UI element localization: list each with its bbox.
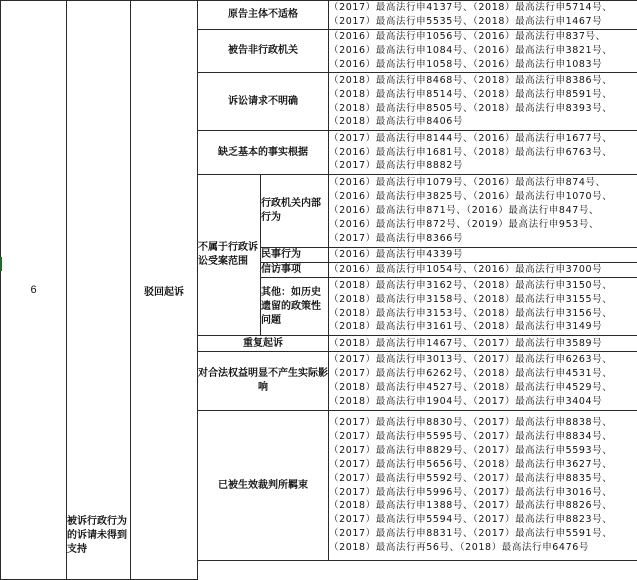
case-line: （2017）最高法行申8144号、（2016）最高法行申1677号、 bbox=[329, 132, 613, 144]
case-line: （2018）最高法行再56号、（2018）最高法行申6476号 bbox=[329, 542, 589, 554]
case-line: （2017）最高法行申8831号、（2017）最高法行申5591号、 bbox=[329, 528, 613, 540]
case-line: （2016）最高法行申1079号、（2016）最高法行申874号、 bbox=[329, 177, 606, 189]
case-line: （2017）最高法行申5535号、（2018）最高法行申1467号 bbox=[329, 16, 603, 27]
row-number-cell: 6 bbox=[1, 1, 67, 580]
case-list-cell bbox=[329, 248, 637, 263]
case-line: （2018）最高法行申8505号、（2018）最高法行申8393号、 bbox=[329, 102, 613, 114]
case-line: （2017）最高法行申8366号 bbox=[329, 232, 463, 244]
reason-cell: 被告非行政机关 bbox=[198, 30, 329, 73]
case-line: （2016）最高法行申1054号、（2016）最高法行申3700号 bbox=[329, 264, 603, 276]
case-line: （2017）最高法行申4137号、（2018）最高法行申5714号、 bbox=[329, 2, 613, 14]
sub-reason-cell: 其他：如历史遗留的政策性问题 bbox=[261, 278, 329, 336]
case-line: （2017）最高法行申8882号 bbox=[329, 160, 463, 172]
table-row bbox=[1, 1, 637, 30]
case-line: （2018）最高法行申3158号、（2018）最高法行申3155号、 bbox=[329, 293, 613, 305]
case-line: （2016）最高法行申1084号、（2016）最高法行申3821号、 bbox=[329, 45, 613, 57]
case-line: （2017）最高法行申8829号、（2017）最高法行申5593号、 bbox=[329, 444, 613, 456]
case-line: （2018）最高法行申1904号、（2017）最高法行申3404号 bbox=[329, 395, 603, 407]
result-cell: 驳回起诉 bbox=[131, 1, 198, 580]
case-list-cell bbox=[329, 352, 637, 411]
case-list-cell bbox=[329, 1, 637, 30]
reason-cell: 诉讼请求不明确 bbox=[198, 73, 329, 131]
sub-reason-cell: 行政机关内部行为 bbox=[261, 175, 329, 248]
reason-cell: 缺乏基本的事实根据 bbox=[198, 131, 329, 175]
case-line: （2017）最高法行申5996号、（2017）最高法行申3016号、 bbox=[329, 486, 613, 498]
case-line: （2016）最高法行申871号、（2016）最高法行申847号、 bbox=[329, 205, 600, 217]
case-line: （2016）最高法行申872号、（2019）最高法行申953号、 bbox=[329, 218, 600, 230]
case-line: （2017）最高法行申5594号、（2017）最高法行申8823号、 bbox=[329, 514, 613, 526]
case-line: （2018）最高法行申3162号、（2018）最高法行申3150号、 bbox=[329, 279, 613, 291]
case-line: （2017）最高法行申3013号、（2017）最高法行申6263号、 bbox=[329, 354, 613, 366]
case-list-cell bbox=[329, 411, 637, 561]
case-line: （2018）最高法行申8468号、（2018）最高法行申8386号、 bbox=[329, 74, 613, 86]
case-list-cell bbox=[329, 30, 637, 73]
case-line: （2018）最高法行申8514号、（2018）最高法行申8591号、 bbox=[329, 88, 613, 100]
reason-cell: 重复起诉 bbox=[198, 336, 329, 352]
case-list-cell bbox=[329, 336, 637, 352]
case-line: （2017）最高法行申6262号、（2018）最高法行申4531号、 bbox=[329, 368, 613, 380]
case-line: （2018）最高法行申4527号、（2018）最高法行申4529号、 bbox=[329, 382, 613, 393]
reason-cell: 已被生效裁判所羁束 bbox=[198, 411, 329, 561]
scope-group-cell: 不属于行政诉讼受案范围 bbox=[198, 175, 261, 336]
case-list-cell bbox=[329, 175, 637, 248]
case-type-cell: 被诉行政行为的诉请未得到支持 bbox=[67, 1, 131, 580]
case-list-cell bbox=[329, 278, 637, 336]
case-line: （2018）最高法行申1467号、（2017）最高法行申3589号 bbox=[329, 337, 603, 349]
case-line: （2018）最高法行申1388号、（2017）最高法行申8826号、 bbox=[329, 500, 613, 512]
case-line: （2017）最高法行申5595号、（2017）最高法行申8834号、 bbox=[329, 430, 613, 442]
case-line: （2018）最高法行申3161号、（2018）最高法行申3149号 bbox=[329, 321, 603, 333]
sub-reason-cell: 民事行为 bbox=[261, 248, 329, 263]
case-list-cell bbox=[329, 131, 637, 175]
reason-cell: 对合法权益明显不产生实际影响 bbox=[198, 352, 329, 411]
case-list-cell bbox=[329, 73, 637, 131]
case-line: （2016）最高法行申3825号、（2016）最高法行申1070号、 bbox=[329, 191, 613, 203]
sub-reason-cell: 信访事项 bbox=[261, 263, 329, 278]
case-line: （2018）最高法行申3153号、（2018）最高法行申3156号、 bbox=[329, 307, 613, 319]
case-line: （2016）最高法行申4339号 bbox=[329, 249, 463, 261]
case-line: （2017）最高法行申8830号、（2017）最高法行申8838号、 bbox=[329, 416, 613, 428]
case-line: （2016）最高法行申1056号、（2016）最高法行申837号、 bbox=[329, 31, 606, 43]
case-line: （2016）最高法行申1058号、（2016）最高法行申1083号 bbox=[329, 58, 603, 70]
case-line: （2016）最高法行申1681号、（2018）最高法行申6763号、 bbox=[329, 146, 613, 158]
case-line: （2017）最高法行申5592号、（2017）最高法行申8835号、 bbox=[329, 472, 613, 484]
case-line: （2018）最高法行申8406号 bbox=[329, 116, 463, 128]
left-edge-marker bbox=[0, 257, 2, 271]
case-list-cell bbox=[329, 263, 637, 278]
reason-cell: 原告主体不适格 bbox=[198, 1, 329, 30]
case-line: （2017）最高法行申5656号、（2018）最高法行申3627号、 bbox=[329, 458, 613, 470]
